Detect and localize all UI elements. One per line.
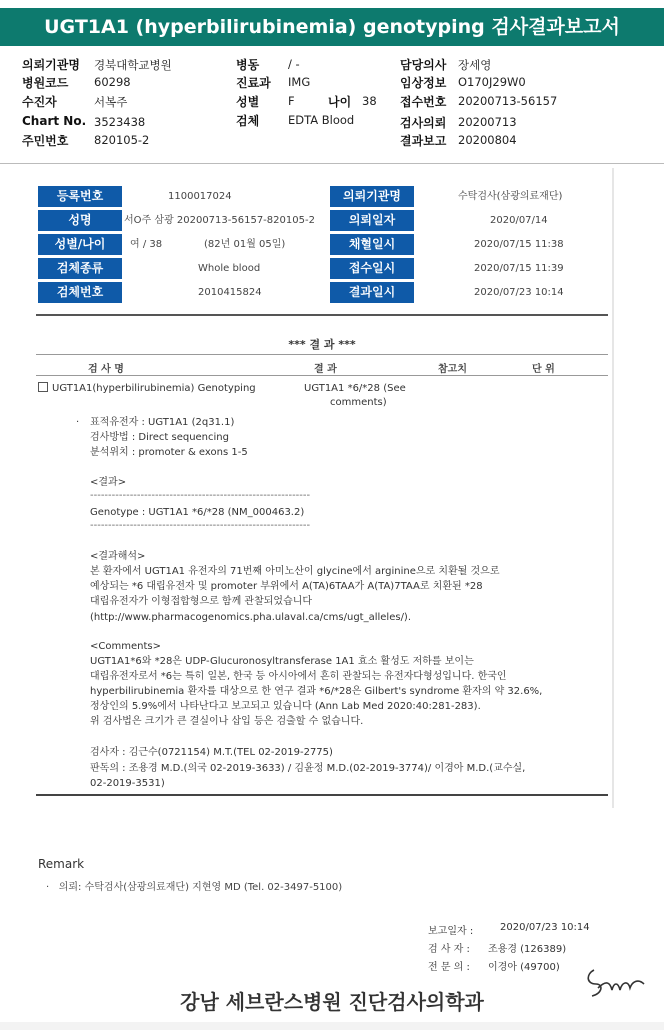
info-label: 진료과	[236, 76, 271, 90]
info-label: 검사의뢰	[400, 116, 447, 130]
table-value: 1100017024	[168, 191, 232, 202]
info-value: 20200804	[458, 133, 517, 147]
comments-line: 정상인의 5.9%에서 나타난다고 보고되고 있습니다 (Ann Lab Med 2020:40:281-283).	[90, 701, 481, 712]
detail-line: 표적유전자 : UGT1A1 (2q31.1)	[90, 417, 235, 428]
table-value: 수탁검사(삼광의료재단)	[458, 191, 563, 202]
table-value: 2020/07/15 11:38	[474, 239, 564, 250]
info-label: 병원코드	[22, 76, 69, 90]
report-title-bar	[0, 8, 664, 46]
table-value: 2020/07/15 11:39	[474, 263, 564, 274]
table-label: 채혈일시	[330, 234, 414, 255]
info-value: 20200713	[458, 115, 517, 129]
report-page	[32, 168, 614, 808]
table-row	[38, 258, 606, 282]
comments-line: UGT1A1*6와 *28은 UDP-Glucuronosyltransferase 1A1 효소 활성도 저하를 보이는	[90, 656, 474, 667]
table-label: 결과일시	[330, 282, 414, 303]
interpretation-heading: <결과해석>	[90, 551, 146, 562]
info-label: 임상정보	[400, 76, 447, 90]
info-label: 주민번호	[22, 134, 69, 148]
info-value: 장세영	[458, 58, 492, 72]
table-row	[38, 234, 606, 258]
comments-line: hyperbilirubinemia 환자를 대상으로 한 연구 결과 *6/*28은 Gilbert's syndrome 환자의 약 32.6%,	[90, 686, 543, 697]
comments-line: 대립유전자로서 *6는 특히 일본, 한국 등 아시아에서 흔히 관찰되는 유전자다형성입니다. 한국인	[90, 671, 507, 682]
interpretation-line: 본 환자에서 UGT1A1 유전자의 71번째 아미노산이 glycine에서 arginine으로 치환될 것으로	[90, 566, 500, 577]
dash-rule: -------------------------------------------------------------	[90, 490, 311, 501]
info-label: 나이	[328, 95, 352, 109]
result-heading: <결과>	[90, 477, 127, 488]
remark-line: · 의뢰: 수탁검사(삼광의료재단) 지현영 MD (Tel. 02-3497-5100)	[46, 882, 343, 893]
table-value: (82년 01월 05일)	[204, 239, 286, 250]
info-label: 담당의사	[400, 58, 447, 72]
sign-value: 2020/07/23 10:14	[500, 922, 590, 933]
sign-value: 조용경 (126389)	[488, 944, 567, 955]
info-label: Chart No.	[22, 114, 87, 128]
footer-department: 강남 세브란스병원 진단검사의학과	[180, 990, 484, 1014]
result-header-rule	[36, 375, 608, 376]
tester-line: 검사자 : 김근수(0721154) M.T.(TEL 02-2019-2775)	[90, 747, 333, 758]
bottom-bar	[0, 1022, 664, 1030]
info-label: 병동	[236, 58, 260, 72]
table-label: 의뢰기관명	[330, 186, 414, 207]
info-label: 의뢰기관명	[22, 58, 80, 72]
test-result: UGT1A1 *6/*28 (See	[304, 383, 406, 394]
dash-rule: -------------------------------------------------------------	[90, 520, 311, 531]
table-label: 등록번호	[38, 186, 122, 207]
test-name: UGT1A1(hyperbilirubinemia) Genotyping	[38, 382, 256, 395]
table-row	[38, 210, 606, 234]
info-label: 성별	[236, 95, 260, 109]
interpretation-line: 대립유전자가 이형접합형으로 함께 관찰되었습니다	[90, 596, 313, 607]
info-value: 경북대학교병원	[94, 58, 172, 72]
info-label: 검체	[236, 114, 260, 128]
table-label: 의뢰일자	[330, 210, 414, 231]
genotype-line: Genotype : UGT1A1 *6/*28 (NM_000463.2)	[90, 507, 305, 518]
reader-line-cont: 02-2019-3531)	[90, 778, 165, 789]
info-value: 820105-2	[94, 133, 150, 147]
info-value: F	[288, 94, 295, 108]
column-header-ref: 참고치	[438, 364, 467, 375]
info-label: 결과보고	[400, 134, 447, 148]
table-label: 접수일시	[330, 258, 414, 279]
table-row	[38, 282, 606, 306]
header-divider	[0, 163, 664, 164]
report-info-table	[38, 182, 606, 308]
table-row	[38, 186, 606, 210]
sign-label: 전 문 의 :	[428, 962, 470, 973]
result-top-rule	[36, 354, 608, 355]
report-bottom-rule	[36, 794, 608, 796]
table-label: 성별/나이	[38, 234, 122, 255]
info-value: 38	[362, 94, 377, 108]
checkbox-icon	[38, 382, 48, 392]
column-header-unit: 단 위	[532, 364, 555, 375]
info-value: IMG	[288, 75, 311, 89]
interpretation-line: (http://www.pharmacogenomics.pha.ulaval.ca/cms/ugt_alleles/).	[90, 612, 412, 623]
table-label: 성명	[38, 210, 122, 231]
table-value: 2020/07/23 10:14	[474, 287, 564, 298]
report-title: UGT1A1 (hyperbilirubinemia) genotyping 검사결과보고서	[44, 16, 620, 38]
result-section-title: *** 결 과 ***	[288, 338, 356, 351]
info-value: 60298	[94, 75, 131, 89]
info-value: EDTA Blood	[288, 113, 355, 127]
table-value: 2020/07/14	[490, 215, 548, 226]
table-value: Whole blood	[198, 263, 261, 274]
column-header-test: 검 사 명	[88, 364, 124, 375]
bullet-dot: ·	[76, 417, 80, 428]
table-value: 여 / 38	[130, 239, 163, 250]
patient-info	[0, 52, 664, 162]
table-label: 검체종류	[38, 258, 122, 279]
sign-label: 보고일자 :	[428, 926, 474, 937]
comments-heading: <Comments>	[90, 641, 161, 652]
sign-value: 이경아 (49700)	[488, 962, 560, 973]
comments-line: 위 검사법은 크기가 큰 결실이나 삽입 등은 검출할 수 없습니다.	[90, 716, 364, 727]
info-value: 서복주	[94, 95, 128, 109]
info-value: 20200713-56157	[458, 94, 558, 108]
sign-label: 검 사 자 :	[428, 944, 470, 955]
interpretation-line: 예상되는 *6 대립유전자 및 promoter 부위에서 A(TA)6TAA가 A(TA)7TAA로 치환된 *28	[90, 581, 483, 592]
info-value: / -	[288, 57, 300, 71]
info-value: O170J29W0	[458, 75, 526, 89]
bullet-dot: ·	[46, 882, 59, 893]
info-label: 접수번호	[400, 95, 447, 109]
table-label: 검체번호	[38, 282, 122, 303]
reader-line: 판독의 : 조용경 M.D.(의국 02-2019-3633) / 김윤정 M.D.(02-2019-3774)/ 이경아 M.D.(교수실,	[90, 763, 526, 774]
info-value: 3523438	[94, 115, 146, 129]
table-bottom-rule	[36, 314, 608, 316]
info-label: 수진자	[22, 95, 57, 109]
remark-title: Remark	[38, 857, 85, 871]
detail-line: 분석위치 : promoter & exons 1-5	[90, 447, 248, 458]
test-result-cont: comments)	[330, 397, 387, 408]
detail-line: 검사방법 : Direct sequencing	[90, 432, 229, 443]
table-value: 서O주 삼광 20200713-56157-820105-2	[124, 215, 315, 226]
column-header-result: 결 과	[314, 364, 337, 375]
table-value: 2010415824	[198, 287, 262, 298]
